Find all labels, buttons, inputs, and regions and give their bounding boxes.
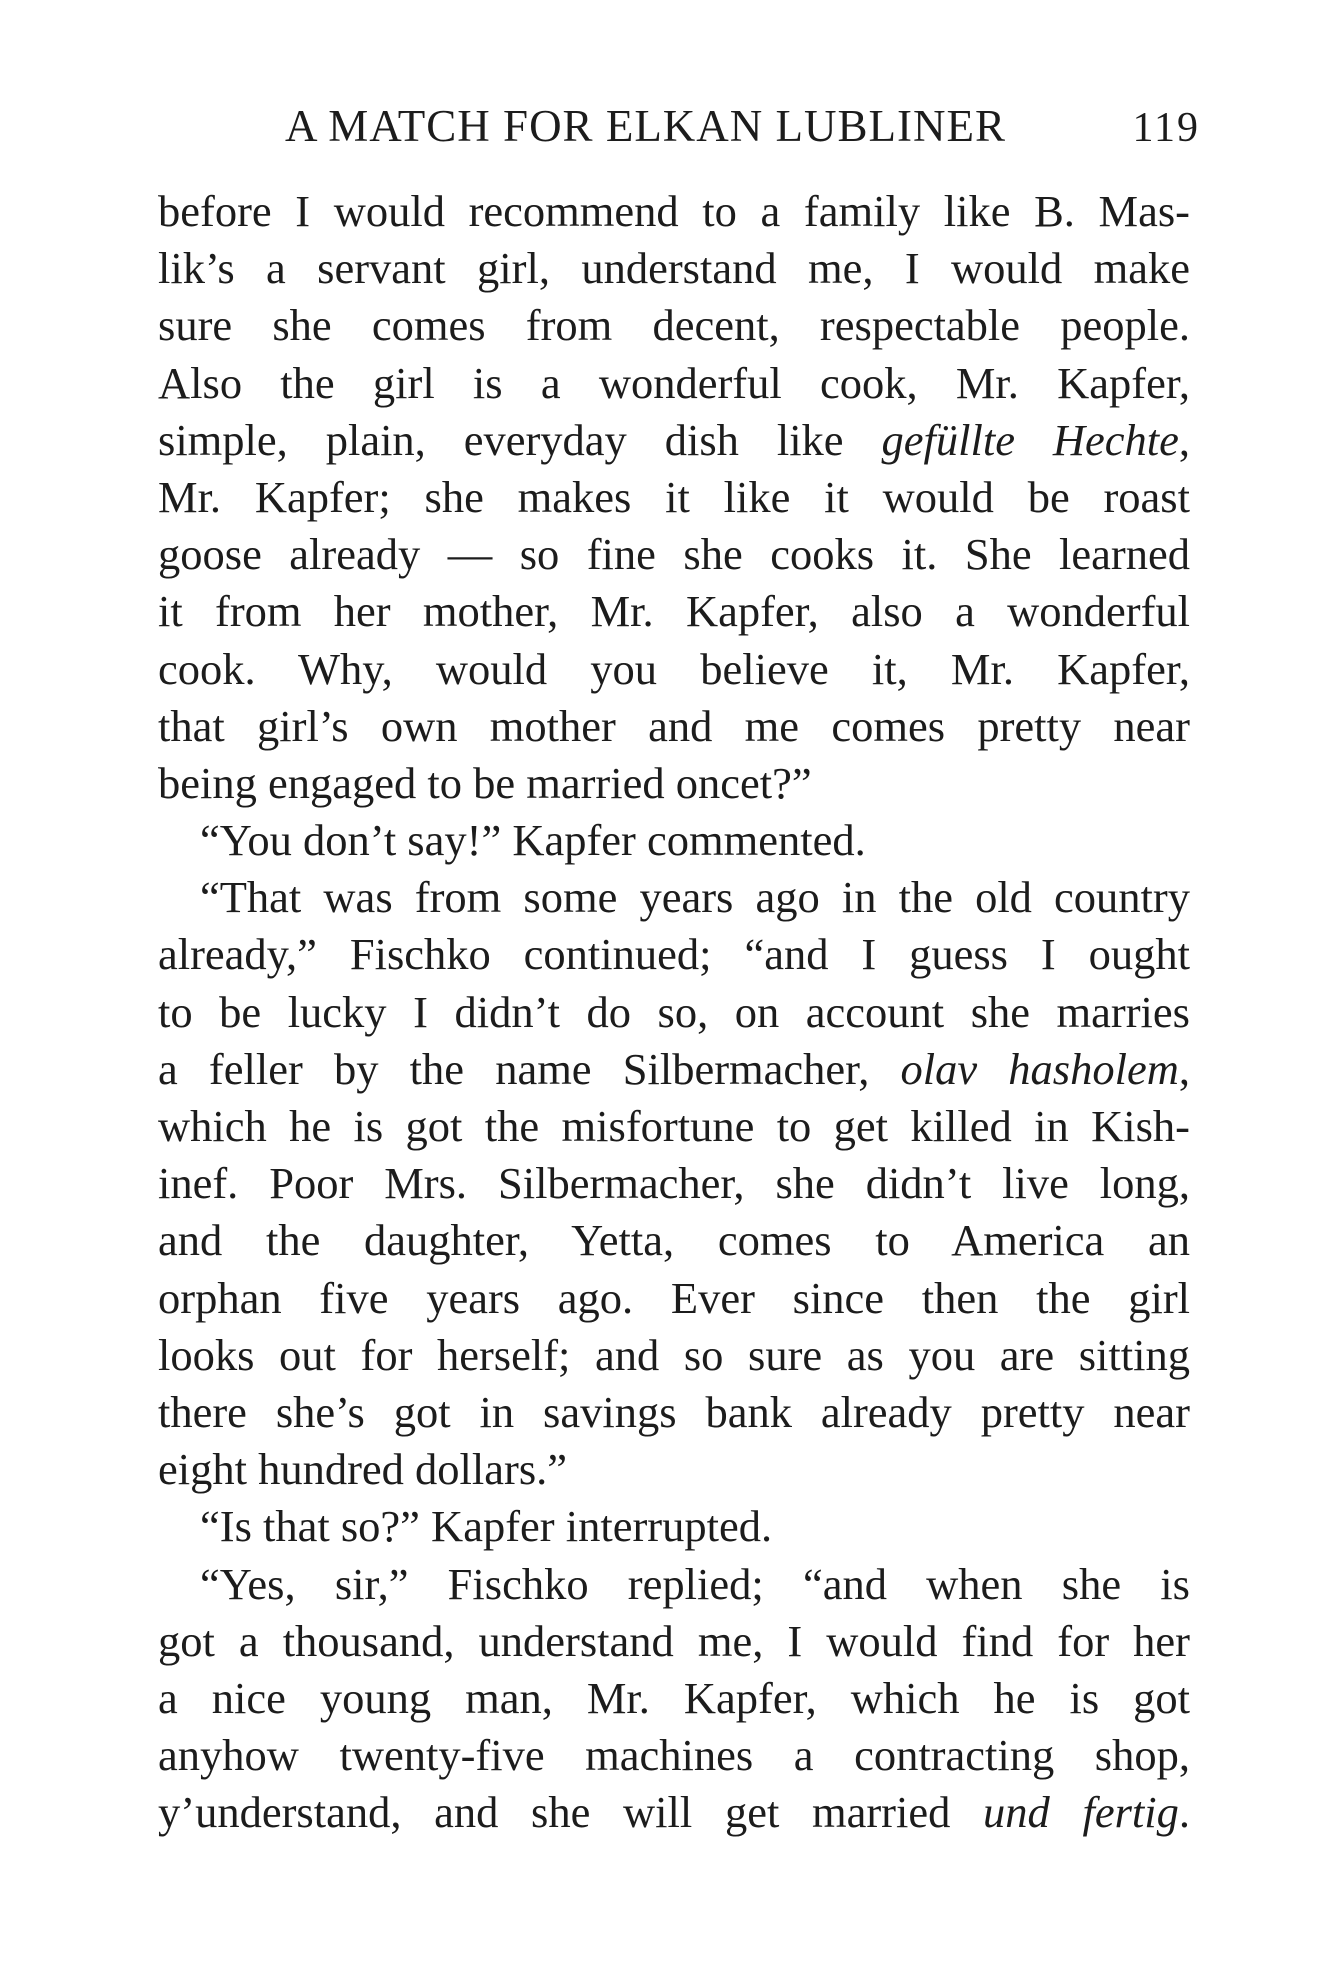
text-segment: “That was from some years ago in the old country bbox=[200, 872, 1190, 923]
text-line bbox=[158, 1727, 1190, 1784]
text-line bbox=[158, 1212, 1190, 1269]
text-segment: goose already — so fine she cooks it. She learned bbox=[158, 529, 1190, 580]
text-line bbox=[158, 1041, 1190, 1098]
italic-text: gefüllte Hechte bbox=[881, 414, 1179, 465]
text-line bbox=[158, 412, 1190, 469]
text-segment: , bbox=[1178, 414, 1190, 465]
text-line bbox=[158, 297, 1190, 354]
text-segment: a nice young man, Mr. Kapfer, which he is got bbox=[158, 1672, 1190, 1723]
text-segment: . bbox=[1178, 1787, 1190, 1838]
text-line bbox=[158, 240, 1190, 297]
text-line bbox=[158, 469, 1190, 526]
text-line bbox=[158, 1613, 1190, 1670]
text-line bbox=[158, 1670, 1190, 1727]
text-segment: “Yes, sir,” Fischko replied; “and when she is bbox=[200, 1558, 1190, 1609]
text-segment: a feller by the name Silbermacher, bbox=[158, 1043, 901, 1094]
text-line bbox=[158, 641, 1190, 698]
italic-text: olav hasholem bbox=[900, 1043, 1179, 1094]
text-line bbox=[158, 926, 1190, 983]
text-line bbox=[158, 1270, 1190, 1327]
text-segment: “Is that so?” Kapfer interrupted. bbox=[200, 1501, 773, 1552]
text-line bbox=[158, 812, 1190, 869]
italic-text: und fertig bbox=[983, 1787, 1179, 1838]
text-segment: being engaged to be married oncet?” bbox=[158, 757, 812, 808]
text-line bbox=[158, 1327, 1190, 1384]
text-segment: already,” Fischko continued; “and I guess I ought bbox=[158, 929, 1190, 980]
text-segment: sure she comes from decent, respectable people. bbox=[158, 300, 1190, 351]
text-segment: got a thousand, understand me, I would find for her bbox=[158, 1615, 1190, 1666]
body-text bbox=[158, 183, 1190, 1841]
text-line bbox=[158, 183, 1190, 240]
text-line bbox=[158, 698, 1190, 755]
text-line bbox=[158, 755, 1190, 812]
text-segment: which he is got the misfortune to get killed in Kish- bbox=[158, 1101, 1190, 1151]
text-line bbox=[158, 526, 1190, 583]
text-line bbox=[158, 1784, 1190, 1841]
text-segment: anyhow twenty-five machines a contracting shop, bbox=[158, 1730, 1190, 1781]
text-segment: lik’s a servant girl, understand me, I would make bbox=[158, 243, 1190, 294]
text-line bbox=[158, 1556, 1190, 1613]
text-line bbox=[158, 355, 1190, 412]
text-line bbox=[158, 984, 1190, 1041]
text-segment: “You don’t say!” Kapfer commented. bbox=[200, 815, 866, 866]
text-segment: cook. Why, would you believe it, Mr. Kapfer, bbox=[158, 643, 1190, 694]
text-segment: before I would recommend to a family like B. Mas- bbox=[158, 186, 1190, 236]
text-line bbox=[158, 1498, 1190, 1555]
text-segment: , bbox=[1178, 1043, 1190, 1094]
text-segment: inef. Poor Mrs. Silbermacher, she didn’t live long, bbox=[158, 1158, 1190, 1209]
text-line bbox=[158, 869, 1190, 926]
text-line bbox=[158, 583, 1190, 640]
text-line bbox=[158, 1384, 1190, 1441]
text-segment: Mr. Kapfer; she makes it like it would be roast bbox=[158, 471, 1190, 522]
text-line bbox=[158, 1441, 1190, 1498]
text-segment: looks out for herself; and so sure as you are sitting bbox=[158, 1329, 1190, 1380]
text-segment: to be lucky I didn’t do so, on account she marries bbox=[158, 986, 1190, 1037]
running-title: A MATCH FOR ELKAN LUBLINER bbox=[285, 101, 1007, 151]
text-segment: Also the girl is a wonderful cook, Mr. Kapfer, bbox=[158, 357, 1190, 408]
text-segment: there she’s got in savings bank already pretty near bbox=[158, 1386, 1190, 1437]
page-number: 119 bbox=[1132, 105, 1200, 151]
text-segment: and the daughter, Yetta, comes to America an bbox=[158, 1215, 1190, 1266]
text-segment: eight hundred dollars.” bbox=[158, 1444, 568, 1495]
text-line bbox=[158, 1098, 1190, 1155]
text-line bbox=[158, 1155, 1190, 1212]
text-segment: orphan five years ago. Ever since then the girl bbox=[158, 1272, 1190, 1323]
text-segment: simple, plain, everyday dish like bbox=[158, 414, 882, 465]
text-segment: y’understand, and she will get married bbox=[158, 1787, 984, 1838]
text-segment: it from her mother, Mr. Kapfer, also a wonderful bbox=[158, 586, 1190, 637]
text-segment: that girl’s own mother and me comes pretty near bbox=[158, 700, 1190, 751]
running-head bbox=[155, 100, 1200, 160]
